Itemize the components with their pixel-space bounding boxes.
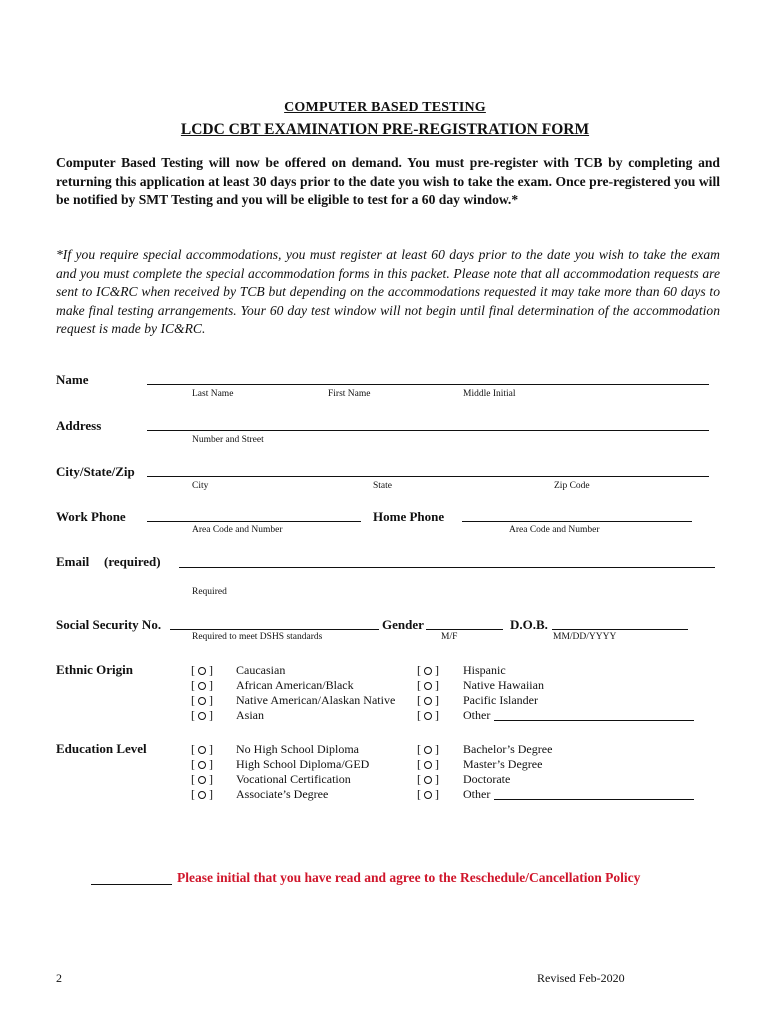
ethnic-other-field-line[interactable] <box>494 720 694 721</box>
gender-label: Gender <box>382 617 424 632</box>
radio-circle-icon <box>424 776 432 784</box>
gender-field-line[interactable] <box>426 629 503 630</box>
education-checkbox[interactable]: [ ] <box>417 757 439 771</box>
page-number: 2 <box>56 971 62 985</box>
address-field-line[interactable] <box>147 430 709 431</box>
work-phone-field-line[interactable] <box>147 521 361 522</box>
form-title-line2: LCDC CBT EXAMINATION PRE-REGISTRATION FORM <box>180 121 590 138</box>
zip-caption: Zip Code <box>554 481 590 491</box>
ethnic-checkbox[interactable]: [ ] <box>191 678 213 692</box>
home-phone-field-line[interactable] <box>462 521 692 522</box>
radio-circle-icon <box>198 712 206 720</box>
state-caption: State <box>373 481 392 491</box>
radio-circle-icon <box>424 667 432 675</box>
ethnic-checkbox[interactable]: [ ] <box>191 663 213 677</box>
education-checkbox[interactable]: [ ] <box>191 757 213 771</box>
email-required-caption: Required <box>192 587 227 597</box>
ethnic-option: Native Hawaiian <box>463 678 544 692</box>
education-checkbox[interactable]: [ ] <box>417 742 439 756</box>
dob-caption: MM/DD/YYYY <box>553 632 617 642</box>
ethnic-checkbox[interactable]: [ ] <box>191 693 213 707</box>
form-title-line1: COMPUTER BASED TESTING <box>284 100 486 115</box>
ssn-label: Social Security No. <box>56 617 162 632</box>
ethnic-checkbox[interactable]: [ ] <box>417 663 439 677</box>
radio-circle-icon <box>198 776 206 784</box>
radio-circle-icon <box>198 761 206 769</box>
name-field-line[interactable] <box>147 384 709 385</box>
email-required-label: (required) <box>104 554 161 569</box>
middle-initial-caption: Middle Initial <box>463 389 516 399</box>
education-other-field-line[interactable] <box>494 799 694 800</box>
first-name-caption: First Name <box>328 389 371 399</box>
gender-caption: M/F <box>441 632 458 642</box>
ethnic-option: Hispanic <box>463 663 506 677</box>
address-label: Address <box>56 418 102 433</box>
last-name-caption: Last Name <box>192 389 234 399</box>
ethnic-checkbox[interactable]: [ ] <box>417 708 439 722</box>
education-level-label: Education Level <box>56 741 147 756</box>
ethnic-checkbox[interactable]: [ ] <box>417 678 439 692</box>
policy-statement: Please initial that you have read and agree to the Reschedule/Cancellation Policy <box>177 870 641 885</box>
radio-circle-icon <box>198 791 206 799</box>
email-label: Email <box>56 554 90 569</box>
accommodation-note: *If you require special accommodations, you must register at least 60 days prior to the date you wish to take the exam and you must complete the special accommodation forms in this packet. Please note that all accommodation requests are sent to IC&RC when received by TCB but depending on the accommodations requested it may take more than 60 days to make final testing arrangements. Your 60 day test window will not begin until final determination of the accommodation request is made by IC&RC. <box>56 247 720 337</box>
dob-field-line[interactable] <box>552 629 688 630</box>
address-caption: Number and Street <box>192 435 264 445</box>
dob-label: D.O.B. <box>510 617 548 632</box>
education-option-other: Other <box>463 787 491 801</box>
radio-circle-icon <box>198 697 206 705</box>
name-label: Name <box>56 372 89 387</box>
education-option: High School Diploma/GED <box>236 757 370 771</box>
city-state-zip-field-line[interactable] <box>147 476 709 477</box>
home-phone-label: Home Phone <box>373 509 445 524</box>
ethnic-origin-label: Ethnic Origin <box>56 662 133 677</box>
education-option: No High School Diploma <box>236 742 359 756</box>
education-checkbox[interactable]: [ ] <box>191 742 213 756</box>
revision-date: Revised Feb-2020 <box>537 971 625 985</box>
ethnic-option: Caucasian <box>236 663 286 677</box>
radio-circle-icon <box>198 682 206 690</box>
work-phone-caption: Area Code and Number <box>192 525 283 535</box>
ssn-caption: Required to meet DSHS standards <box>192 632 323 642</box>
radio-circle-icon <box>198 746 206 754</box>
radio-circle-icon <box>198 667 206 675</box>
radio-circle-icon <box>424 791 432 799</box>
education-checkbox[interactable]: [ ] <box>417 772 439 786</box>
ethnic-option: Native American/Alaskan Native <box>236 693 396 707</box>
education-option: Master’s Degree <box>463 757 543 771</box>
radio-circle-icon <box>424 682 432 690</box>
city-caption: City <box>192 481 209 491</box>
home-phone-caption: Area Code and Number <box>509 525 600 535</box>
education-option: Vocational Certification <box>236 772 351 786</box>
education-checkbox[interactable]: [ ] <box>191 787 213 801</box>
education-option: Doctorate <box>463 772 511 786</box>
ethnic-checkbox[interactable]: [ ] <box>191 708 213 722</box>
work-phone-label: Work Phone <box>56 509 126 524</box>
ssn-field-line[interactable] <box>170 629 379 630</box>
ethnic-checkbox[interactable]: [ ] <box>417 693 439 707</box>
radio-circle-icon <box>424 746 432 754</box>
ethnic-option: Asian <box>236 708 264 722</box>
intro-paragraph: Computer Based Testing will now be offered on demand. You must pre-register with TCB by completing and returning this application at least 30 days prior to the date you wish to take the exam. Once pre-registered you will be notified by SMT Testing and you will be eligible to test for a 60 day window.* <box>56 155 720 208</box>
education-checkbox[interactable]: [ ] <box>417 787 439 801</box>
email-field-line[interactable] <box>179 567 715 568</box>
radio-circle-icon <box>424 761 432 769</box>
ethnic-option: Pacific Islander <box>463 693 538 707</box>
education-option: Associate’s Degree <box>236 787 329 801</box>
radio-circle-icon <box>424 712 432 720</box>
ethnic-option: African American/Black <box>236 678 354 692</box>
radio-circle-icon <box>424 697 432 705</box>
policy-initial-field-line[interactable] <box>91 884 172 885</box>
education-option: Bachelor’s Degree <box>463 742 553 756</box>
ethnic-option-other: Other <box>463 708 491 722</box>
city-state-zip-label: City/State/Zip <box>56 464 135 479</box>
education-checkbox[interactable]: [ ] <box>191 772 213 786</box>
